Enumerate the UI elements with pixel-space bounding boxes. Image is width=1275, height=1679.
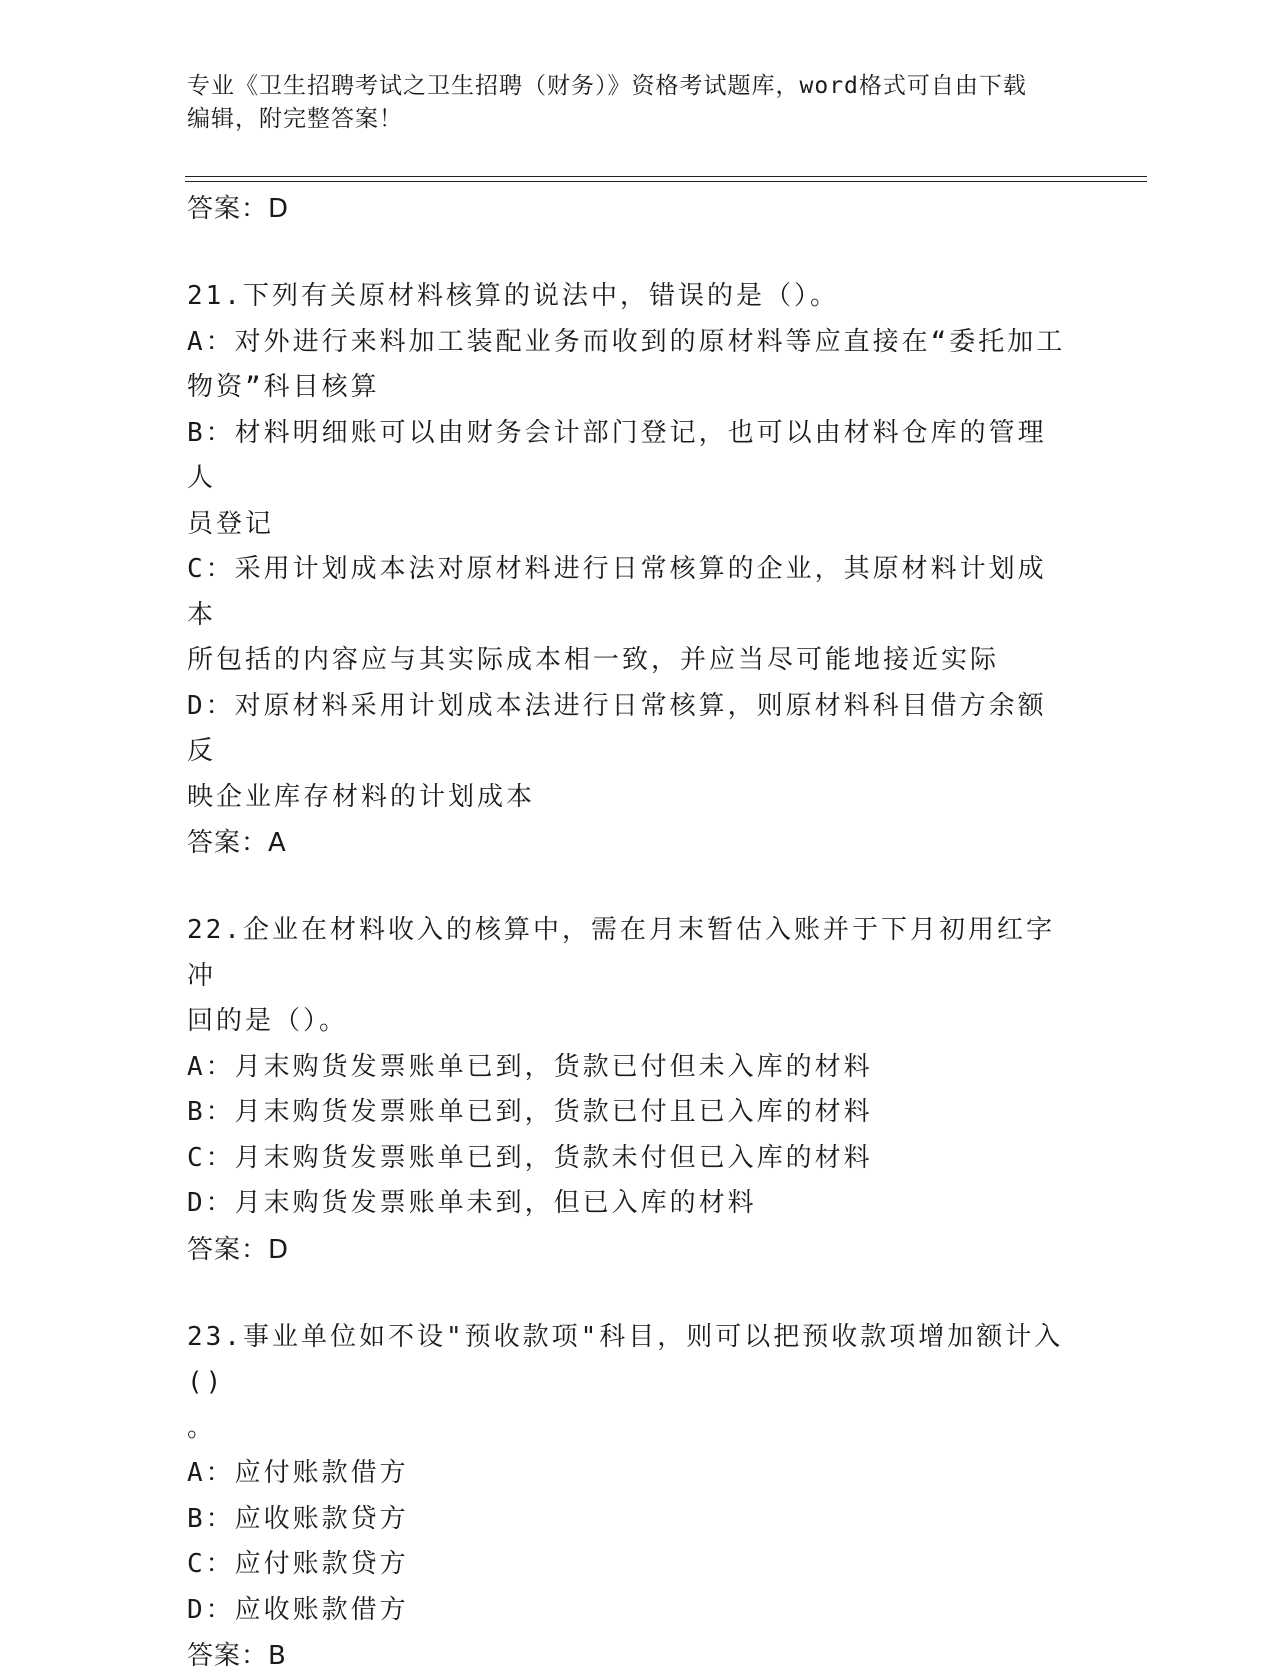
option-text: 员登记	[187, 502, 1067, 548]
answer-option	[187, 1588, 1067, 1634]
option-text: B：应收账款贷方	[187, 1497, 1067, 1543]
header-rule-top	[185, 176, 1147, 177]
answer-option	[187, 1136, 1067, 1182]
answer-option	[187, 1090, 1067, 1136]
header-line-1: 专业《卫生招聘考试之卫生招聘（财务）》资格考试题库，word格式可自由下载	[187, 70, 1087, 103]
document-body	[187, 186, 1067, 1679]
answer-option	[187, 1542, 1067, 1588]
question-list	[187, 274, 1067, 1679]
option-text: D：月末购货发票账单未到，但已入库的材料	[187, 1181, 1067, 1227]
answer-option	[187, 320, 1067, 411]
option-text: B：月末购货发票账单已到，货款已付且已入库的材料	[187, 1090, 1067, 1136]
question-text: 21.下列有关原材料核算的说法中，错误的是（）。	[187, 274, 1067, 320]
answer-option	[187, 547, 1067, 684]
answer-label: 答案：D	[187, 1227, 1067, 1273]
question-block	[187, 908, 1067, 1273]
option-text: C：月末购货发票账单已到，货款未付但已入库的材料	[187, 1136, 1067, 1182]
answer-option	[187, 1181, 1067, 1227]
answer-label: 答案：A	[187, 820, 1067, 866]
document-header	[187, 70, 1087, 136]
question-text: 回的是（）。	[187, 999, 1067, 1045]
question-text: 。	[187, 1406, 1067, 1452]
option-text: A：应付账款借方	[187, 1451, 1067, 1497]
option-text: 映企业库存材料的计划成本	[187, 775, 1067, 821]
option-text: C：采用计划成本法对原材料进行日常核算的企业，其原材料计划成本	[187, 547, 1067, 638]
option-text: 物资”科目核算	[187, 365, 1067, 411]
answer-option	[187, 411, 1067, 548]
option-text: 所包括的内容应与其实际成本相一致，并应当尽可能地接近实际	[187, 638, 1067, 684]
answer-option	[187, 1451, 1067, 1497]
option-text: A：月末购货发票账单已到，货款已付但未入库的材料	[187, 1045, 1067, 1091]
option-text: D：对原材料采用计划成本法进行日常核算，则原材料科目借方余额反	[187, 684, 1067, 775]
answer-label: 答案：D	[187, 186, 1067, 232]
option-text: A：对外进行来料加工装配业务而收到的原材料等应直接在“委托加工	[187, 320, 1067, 366]
option-text: B：材料明细账可以由财务会计部门登记，也可以由材料仓库的管理人	[187, 411, 1067, 502]
header-line-2: 编辑，附完整答案！	[187, 103, 1087, 136]
question-text: 22.企业在材料收入的核算中，需在月末暂估入账并于下月初用红字冲	[187, 908, 1067, 999]
question-block	[187, 274, 1067, 866]
question-text: 23.事业单位如不设"预收款项"科目，则可以把预收款项增加额计入()	[187, 1315, 1067, 1406]
answer-option	[187, 1045, 1067, 1091]
header-rule-bottom	[185, 181, 1147, 182]
answer-label: 答案：B	[187, 1633, 1067, 1679]
option-text: C：应付账款贷方	[187, 1542, 1067, 1588]
option-text: D：应收账款借方	[187, 1588, 1067, 1634]
answer-option	[187, 1497, 1067, 1543]
question-block	[187, 1315, 1067, 1679]
answer-option	[187, 684, 1067, 821]
